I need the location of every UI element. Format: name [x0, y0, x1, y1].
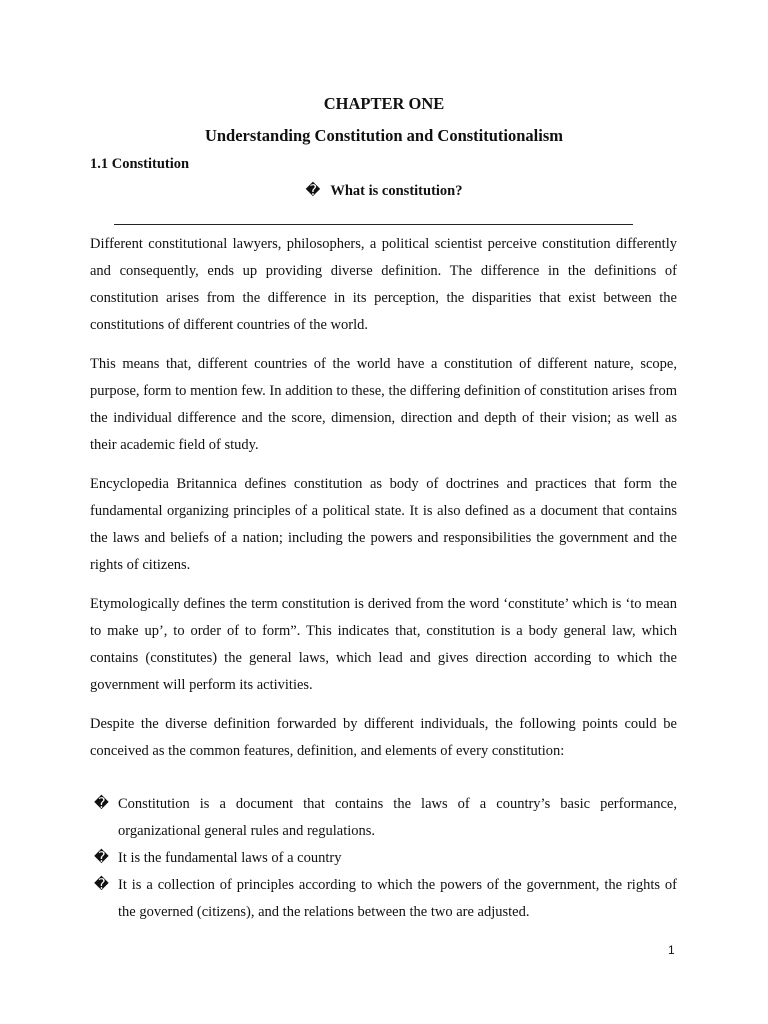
features-list: [90, 791, 677, 926]
question-text: What is constitution?: [330, 183, 463, 199]
bullet-icon: �: [305, 183, 321, 199]
list-item-text: Constitution is a document that contains the laws of a country’s basic performance, organizational general rules and regulations.: [118, 796, 677, 839]
list-item: [90, 791, 677, 845]
list-item-text: It is a collection of principles according to which the powers of the government, the rights of the governed (citizens), and the relations between the two are adjusted.: [118, 877, 677, 920]
page-number: 1: [668, 943, 675, 957]
chapter-title: CHAPTER ONE: [323, 94, 445, 113]
list-item-text: It is the fundamental laws of a country: [118, 850, 342, 866]
section-heading: 1.1 Constitution: [90, 156, 190, 172]
list-item: [90, 845, 677, 872]
horizontal-rule: [114, 224, 633, 225]
question-heading: [0, 183, 768, 200]
chapter-subtitle: Understanding Constitution and Constitutionalism: [204, 126, 564, 145]
body-paragraph: This means that, different countries of the world have a constitution of different nature, scope, purpose, form to mention few. In addition to these, the differing definition of constitution arises from the individual difference and the score, dimension, direction and depth of their vision; as well as their academic field of study.: [90, 356, 677, 453]
bullet-icon: �: [94, 850, 109, 866]
body-paragraph: Despite the diverse definition forwarded by different individuals, the following points could be conceived as the common features, definition, and elements of every constitution:: [90, 716, 677, 759]
list-item: [90, 872, 677, 926]
body-paragraph: Encyclopedia Britannica defines constitution as body of doctrines and practices that form the fundamental organizing principles of a political state. It is also defined as a document that contains the laws and beliefs of a nation; including the powers and responsibilities the government and the rights of citizens.: [90, 476, 677, 573]
body-paragraph: Etymologically defines the term constitution is derived from the word ‘constitute’ which is ‘to mean to make up’, to order of to form”. This indicates that, constitution is a body general law, which contains (constitutes) the general laws, which lead and gives direction according to which the government will perform its activities.: [90, 596, 677, 693]
bullet-icon: �: [94, 796, 109, 812]
body-paragraph: Different constitutional lawyers, philosophers, a political scientist perceive constitution differently and consequently, ends up providing diverse definition. The difference in the definitions of constitution arises from the difference in its perception, the disparities that exist between the constitutions of different countries of the world.: [90, 236, 677, 333]
bullet-icon: �: [94, 877, 109, 893]
